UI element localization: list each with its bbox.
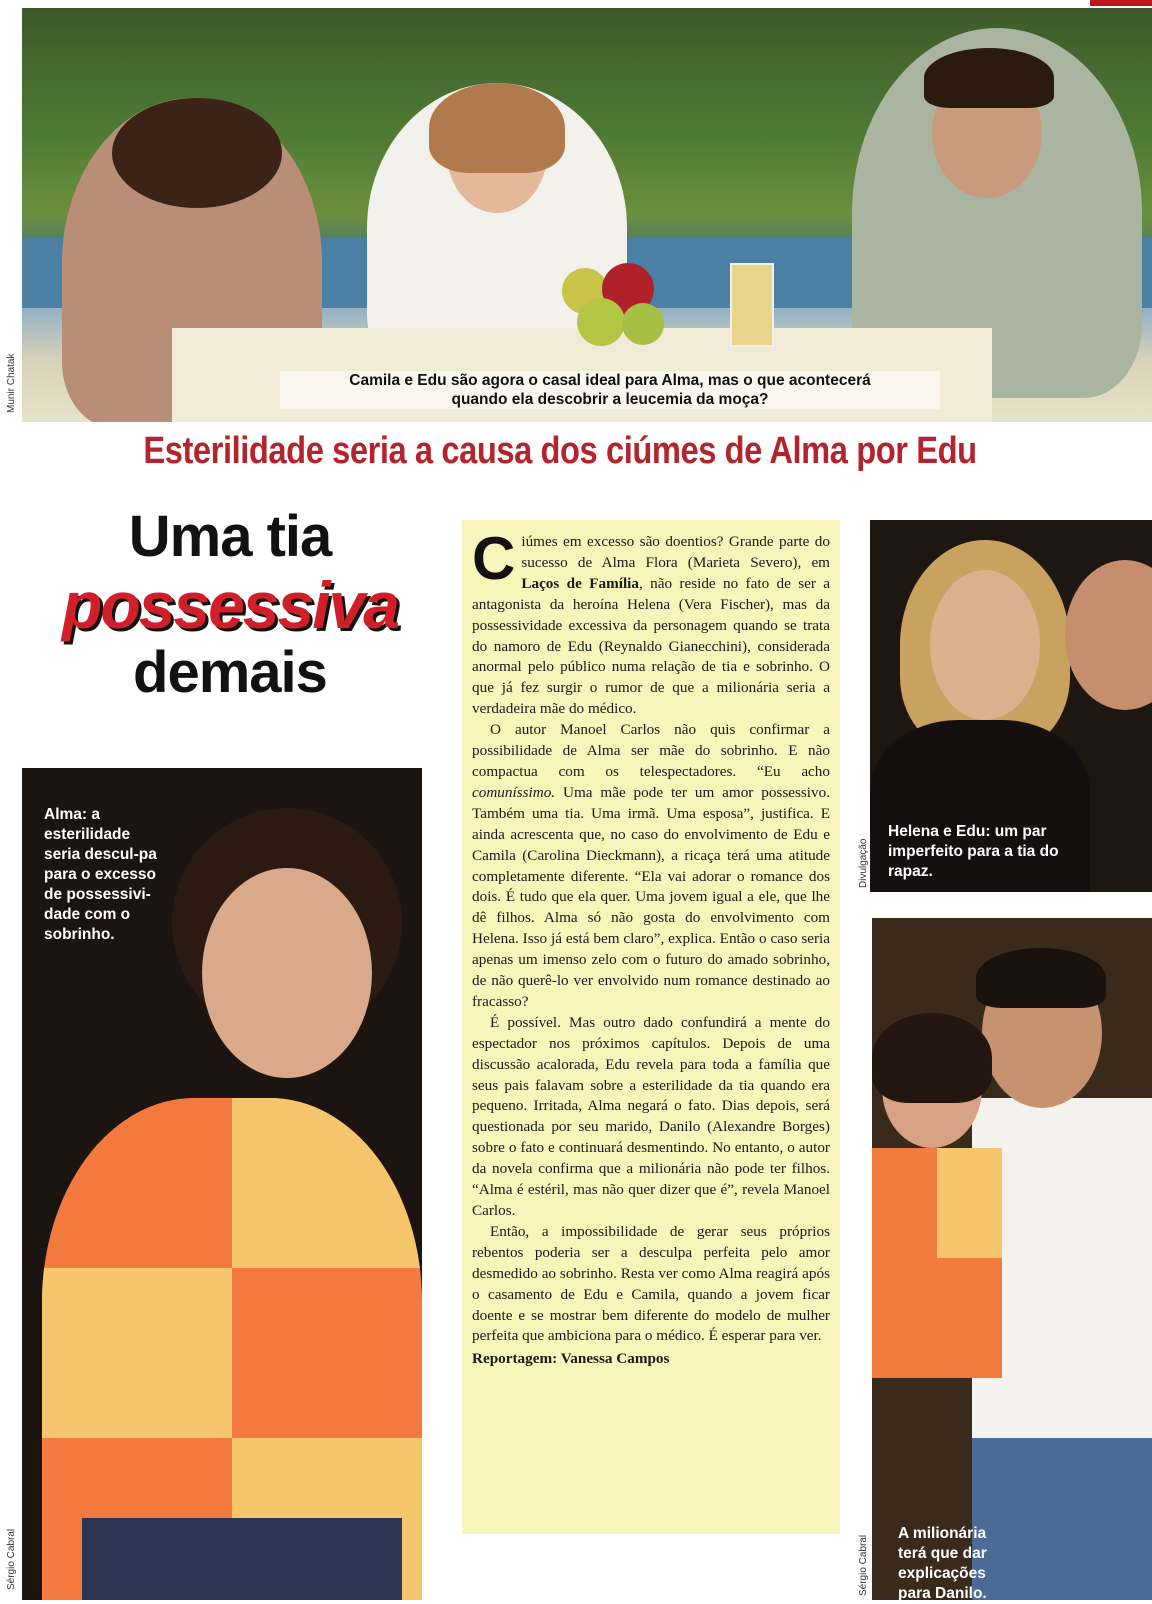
headline: Esterilidade seria a causa dos ciúmes de Alma por Edu bbox=[143, 430, 977, 472]
article-body bbox=[462, 520, 840, 1534]
article-title bbox=[30, 505, 430, 705]
paragraph bbox=[472, 720, 830, 1013]
text: Uma mãe pode ter um amor possessivo. Também uma tia. Uma irmã. Uma esposa”, justifica. E ainda acrescenta que, no caso do envolvimento de Edu e Camila (Carolina Dieckmann), a ricaça terá uma atitude completamente diferente. “Ela vai adorar o romance dos dois. É tudo que ela quer. Uma jovem igual a ele, que lhe dê filhos. Alma só não gosta do envolvimento com Helena. Isso já está bem claro”, explica. Então o caso seria apenas um imenso zelo com o futuro do amado sobrinho, de não querê-lo ver envolvido num romance destinado ao fracasso? bbox=[472, 783, 830, 1010]
paragraph: Então, a impossibilidade de gerar seus próprios rebentos poderia ser a desculpa perfeita pelo amor desmedido ao sobrinho. Resta ver como Alma reagirá após o casamento de Edu e Camila, quando a jovem ficar doente e se mostrar bem diferente do modelo de mulher perfeita que ambiciona para o médico. É esperar para ver. bbox=[472, 1222, 830, 1345]
alma-caption: Alma: a esterilidade seria descul-pa para o excesso de possessivi-dade com o sobrinho. bbox=[44, 806, 157, 943]
emphasis: comuníssimo. bbox=[472, 783, 556, 801]
top-photo bbox=[22, 8, 1152, 422]
caption-line: Camila e Edu são agora o casal ideal para Alma, mas o que acontecerá bbox=[349, 372, 871, 389]
photo-credit: Sérgio Cabral bbox=[858, 1534, 869, 1596]
text: iúmes em excesso são doentios? Grande parte do sucesso de Alma Flora (Marieta Severo), em bbox=[521, 533, 830, 571]
danilo-caption: A milionária terá que dar explicações para Danilo. bbox=[898, 1525, 987, 1602]
photo-credit: Sérgio Cabral bbox=[6, 1528, 17, 1590]
byline: Reportagem: Vanessa Campos bbox=[472, 1350, 670, 1368]
drop-cap: C bbox=[472, 525, 516, 592]
photo-credit: Divulgação bbox=[858, 838, 869, 888]
helena-caption: Helena e Edu: um par imperfeito para a tia do rapaz. bbox=[888, 823, 1059, 880]
fruit bbox=[577, 298, 625, 346]
title-line-1: Uma tia bbox=[128, 504, 332, 569]
text: O autor Manoel Carlos não quis confirmar a possibilidade de Alma ser mãe do sobrinho. E não compactua com os telespectadores. “Eu acho bbox=[472, 721, 830, 780]
beer-glass bbox=[730, 263, 774, 347]
paragraph bbox=[472, 525, 830, 720]
top-red-rule bbox=[0, 0, 1152, 8]
show-title: Laços de Família bbox=[521, 574, 639, 592]
fruit bbox=[622, 303, 664, 345]
danilo-photo bbox=[872, 918, 1152, 1600]
title-line-2: possessiva bbox=[62, 568, 398, 642]
paragraph: É possível. Mas outro dado confundirá a mente do espectador nos próximos capítulos. Depois de uma discussão acalorada, Edu revela para toda a família que seus pais falavam sobre a esterilidade da tia quando era pequeno. Irritada, Alma negará o fato. Dias depois, será questionada por seu marido, Danilo (Alexandre Borges) sobre o fato e continuará desmentindo. No entanto, o autor da novela confirma que a milionária não pode ter filhos. “Alma é estéril, mas não quer dizer que é”, revela Manoel Carlos. bbox=[472, 1013, 830, 1219]
caption-line: quando ela descobrir a leucemia da moça? bbox=[451, 391, 769, 408]
text: , não reside no fato de ser a antagonista da heroína Helena (Vera Fischer), mas da possessividade excessiva da personagem quando se trata do namoro de Edu (Reynaldo Gianecchini), considerada anormal pelo público numa relação de tia e sobrinho. O que já fez surgir o rumor de que a milionária seria a verdadeira mãe do médico. bbox=[472, 574, 830, 718]
top-photo-caption bbox=[280, 371, 940, 409]
photo-credit: Munir Chatak bbox=[6, 353, 17, 413]
title-line-3: demais bbox=[133, 640, 327, 705]
